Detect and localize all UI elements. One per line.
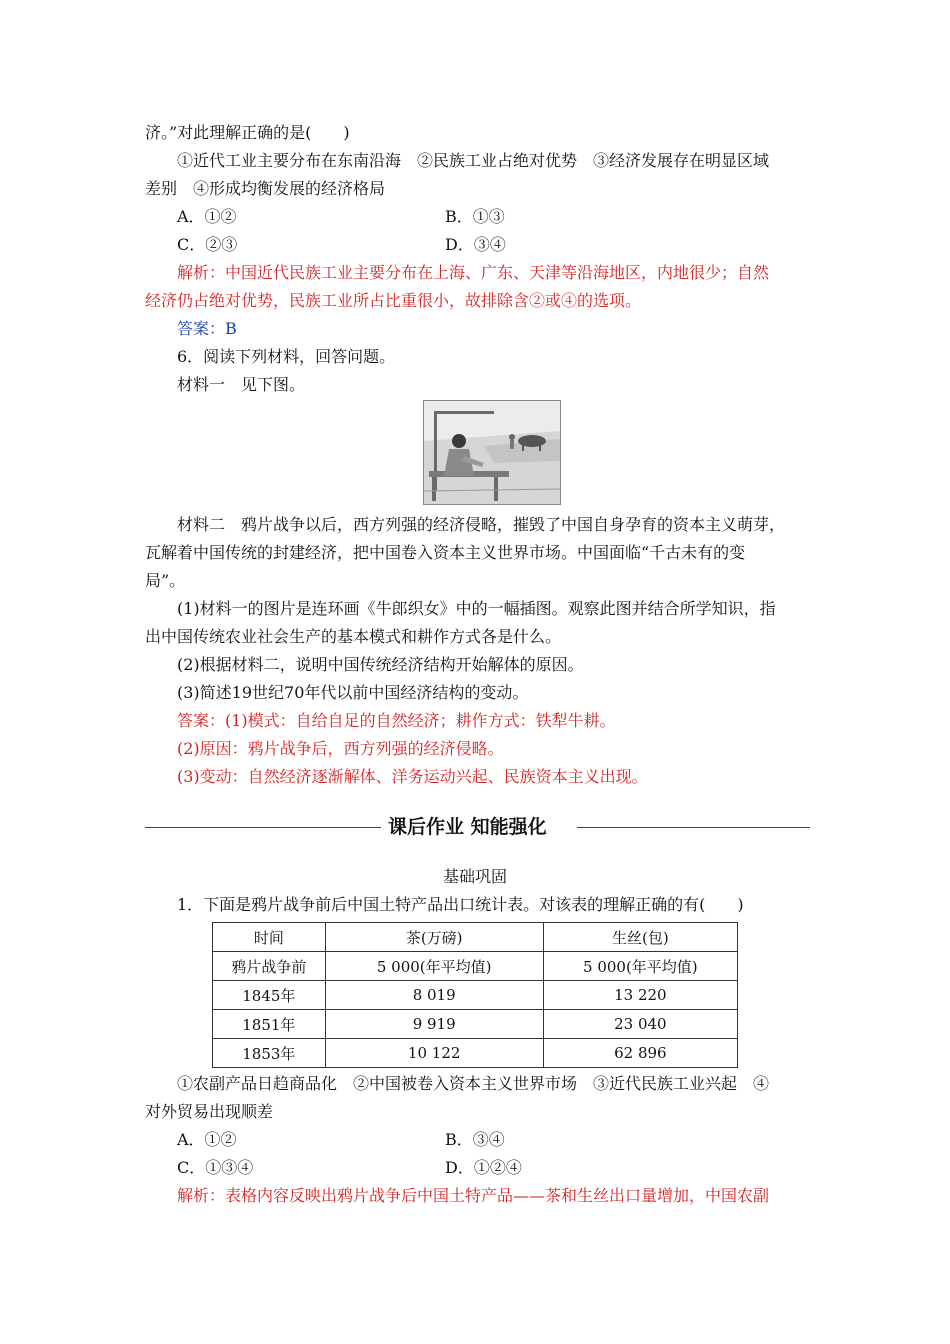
section-title: 课后作业 知能强化 xyxy=(388,816,547,838)
table-row xyxy=(213,1039,738,1068)
q5-option-a: A．①② xyxy=(177,207,237,226)
table-cell: 5 000(年平均值) xyxy=(325,952,543,981)
q1-option-c: C．①③④ xyxy=(177,1158,254,1177)
table-row xyxy=(213,981,738,1010)
table-cell: 62 896 xyxy=(543,1039,737,1068)
q5-statements-line1: ①近代工业主要分布在东南沿海 ②民族工业占绝对优势 ③经济发展存在明显区域 xyxy=(177,151,770,170)
q1-option-a: A．①② xyxy=(177,1130,237,1149)
section-subtitle: 基础巩固 xyxy=(442,867,507,886)
q1-statements-line2: 对外贸易出现顺差 xyxy=(145,1102,274,1121)
table-cell: 23 040 xyxy=(543,1010,737,1039)
q5-statements-line2: 差别 ④形成均衡发展的经济格局 xyxy=(145,179,386,198)
table-row xyxy=(213,952,738,981)
q6-sub3: (3)简述19世纪70年代以前中国经济结构的变动。 xyxy=(177,683,529,702)
q6-answer2: (2)原因：鸦片战争后，西方列强的经济侵略。 xyxy=(177,739,504,758)
q6-sub1-line2: 出中国传统农业社会生产的基本模式和耕作方式各是什么。 xyxy=(145,627,562,646)
q1-statements-line1: ①农副产品日趋商品化 ②中国被卷入资本主义世界市场 ③近代民族工业兴起 ④ xyxy=(177,1074,770,1093)
export-table xyxy=(212,922,738,1068)
q5-analysis-line2: 经济仍占绝对优势，民族工业所占比重很小，故排除含②或④的选项。 xyxy=(145,291,642,310)
table-header-cell: 生丝(包) xyxy=(543,923,737,952)
q6-material2-line2: 瓦解着中国传统的封建经济，把中国卷入资本主义世界市场。中国面临“千古未有的变 xyxy=(145,543,746,562)
q6-sub2: (2)根据材料二，说明中国传统经济结构开始解体的原因。 xyxy=(177,655,584,674)
farming-weaving-illustration xyxy=(423,400,561,505)
q1-analysis-line1: 解析：表格内容反映出鸦片战争后中国土特产品——茶和生丝出口量增加，中国农副 xyxy=(177,1186,770,1205)
section-header xyxy=(145,812,810,842)
q6-material1: 材料一 见下图。 xyxy=(177,375,306,394)
table-header-cell: 茶(万磅) xyxy=(325,923,543,952)
q6-material2-line3: 局”。 xyxy=(145,571,186,590)
table-cell: 1845年 xyxy=(213,981,326,1010)
table-row xyxy=(213,1010,738,1039)
q5-option-d: D．③④ xyxy=(445,235,506,254)
table-cell: 5 000(年平均值) xyxy=(543,952,737,981)
q5-analysis-line1: 解析：中国近代民族工业主要分布在上海、广东、天津等沿海地区，内地很少；自然 xyxy=(177,263,770,282)
q5-option-b: B．①③ xyxy=(445,207,505,226)
q1-stem: 1．下面是鸦片战争前后中国土特产品出口统计表。对该表的理解正确的有( ) xyxy=(177,895,744,914)
table-cell: 10 122 xyxy=(325,1039,543,1068)
table-cell: 1853年 xyxy=(213,1039,326,1068)
q6-sub1-line1: (1)材料一的图片是连环画《牛郎织女》中的一幅插图。观察此图并结合所学知识，指 xyxy=(177,599,776,618)
q5-option-c: C．②③ xyxy=(177,235,238,254)
table-cell: 9 919 xyxy=(325,1010,543,1039)
q1-option-d: D．①②④ xyxy=(445,1158,522,1177)
table-header-row xyxy=(213,923,738,952)
q6-material2-line1: 材料二 鸦片战争以后，西方列强的经济侵略，摧毁了中国自身孕育的资本主义萌芽， xyxy=(177,515,786,534)
q6-answer3: (3)变动：自然经济逐渐解体、洋务运动兴起、民族资本主义出现。 xyxy=(177,767,648,786)
q6-answer1: 答案：(1)模式：自给自足的自然经济；耕作方式：铁犁牛耕。 xyxy=(177,711,616,730)
table-cell: 8 019 xyxy=(325,981,543,1010)
table-cell: 1851年 xyxy=(213,1010,326,1039)
section-rule-left xyxy=(145,827,381,828)
q6-stem: 6．阅读下列材料，回答问题。 xyxy=(177,347,396,366)
q5-stem-tail: 济。”对此理解正确的是( ) xyxy=(145,123,350,142)
table-cell: 鸦片战争前 xyxy=(213,952,326,981)
q5-answer: 答案：B xyxy=(177,319,237,338)
table-cell: 13 220 xyxy=(543,981,737,1010)
table-header-cell: 时间 xyxy=(213,923,326,952)
q1-option-b: B．③④ xyxy=(445,1130,505,1149)
section-rule-right xyxy=(577,827,810,828)
